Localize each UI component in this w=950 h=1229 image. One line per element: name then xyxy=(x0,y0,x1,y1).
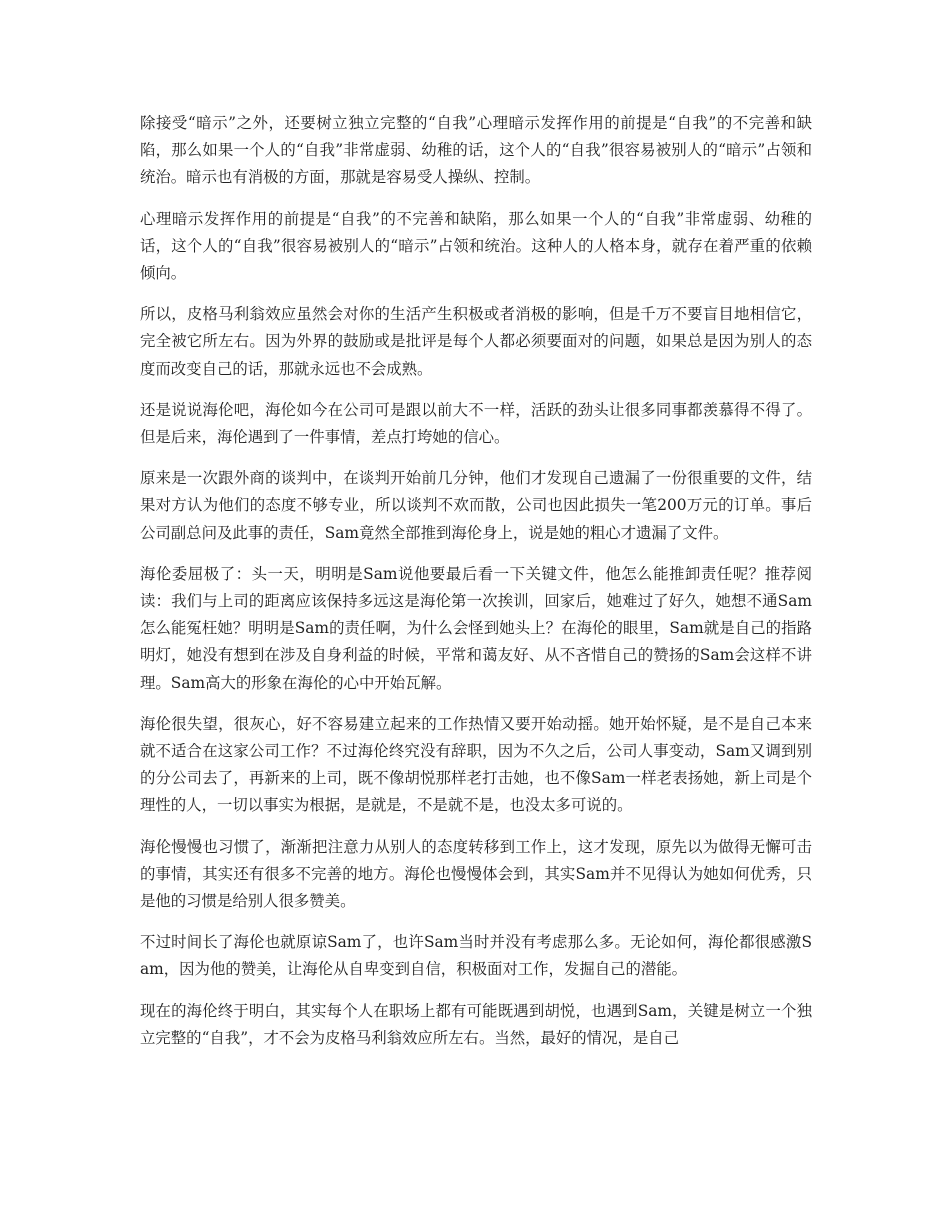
paragraph: 海伦委屈极了：头一天，明明是Sam说他要最后看一下关键文件，他怎么能推卸责任呢？推荐阅读：我们与上司的距离应该保持多远这是海伦第一次挨训，回家后，她难过了好久，她想不通Sam怎么能冤枉她？明明是Sam的责任啊，为什么会怪到她头上？在海伦的眼里，Sam就是自己的指路明灯，她没有想到在涉及自身利益的时候，平常和蔼友好、从不吝惜自己的赞扬的Sam会这样不讲理。Sam高大的形象在海伦的心中开始瓦解。 xyxy=(140,564,812,692)
paragraph: 海伦慢慢也习惯了，渐渐把注意力从别人的态度转移到工作上，这才发现，原先以为做得无懈可击的事情，其实还有很多不完善的地方。海伦也慢慢体会到，其实Sam并不见得认为她如何优秀，只是他的习惯是给别人很多赞美。 xyxy=(140,837,812,911)
paragraph: 还是说说海伦吧，海伦如今在公司可是跟以前大不一样，活跃的劲头让很多同事都羡慕得不得了。但是后来，海伦遇到了一件事情，差点打垮她的信心。 xyxy=(140,400,812,447)
paragraph: 原来是一次跟外商的谈判中，在谈判开始前几分钟，他们才发现自己遗漏了一份很重要的文件，结果对方认为他们的态度不够专业，所以谈判不欢而散，公司也因此损失一笔200万元的订单。事后公司副总问及此事的责任，Sam竟然全部推到海伦身上，说是她的粗心才遗漏了文件。 xyxy=(140,469,812,542)
paragraph: 现在的海伦终于明白，其实每个人在职场上都有可能既遇到胡悦，也遇到Sam，关键是树立一个独立完整的“自我”，才不会为皮格马利翁效应所左右。当然，最好的情况，是自己 xyxy=(140,1001,812,1047)
paragraph: 海伦很失望，很灰心，好不容易建立起来的工作热情又要开始动摇。她开始怀疑，是不是自己本来就不适合在这家公司工作？不过海伦终究没有辞职，因为不久之后，公司人事变动，Sam又调到别的分公司去了，再新来的上司，既不像胡悦那样老打击她，也不像Sam一样老表扬她，新上司是个理性的人，一切以事实为根据，是就是，不是就不是，也没太多可说的。 xyxy=(140,714,812,815)
paragraph: 不过时间长了海伦也就原谅Sam了，也许Sam当时并没有考虑那么多。无论如何，海伦都很感激Sam，因为他的赞美，让海伦从自卑变到自信，积极面对工作，发掘自己的潜能。 xyxy=(140,933,812,979)
paragraph: 所以，皮格马利翁效应虽然会对你的生活产生积极或者消极的影响，但是千万不要盲目地相信它，完全被它所左右。因为外界的鼓励或是批评是每个人都必须要面对的问题，如果总是因为别人的态度而改变自己的话，那就永远也不会成熟。 xyxy=(140,305,812,378)
paragraph: 除接受“暗示”之外，还要树立独立完整的“自我”心理暗示发挥作用的前提是“自我”的不完善和缺陷，那么如果一个人的“自我”非常虚弱、幼稚的话，这个人的“自我”很容易被别人的“暗示”占领和统治。暗示也有消极的方面，那就是容易受人操纵、控制。 xyxy=(140,114,812,187)
document-body xyxy=(140,110,812,1066)
paragraph: 心理暗示发挥作用的前提是“自我”的不完善和缺陷，那么如果一个人的“自我”非常虚弱、幼稚的话，这个人的“自我”很容易被别人的“暗示”占领和统治。这种人的人格本身，就存在着严重的依赖倾向。 xyxy=(140,209,812,283)
